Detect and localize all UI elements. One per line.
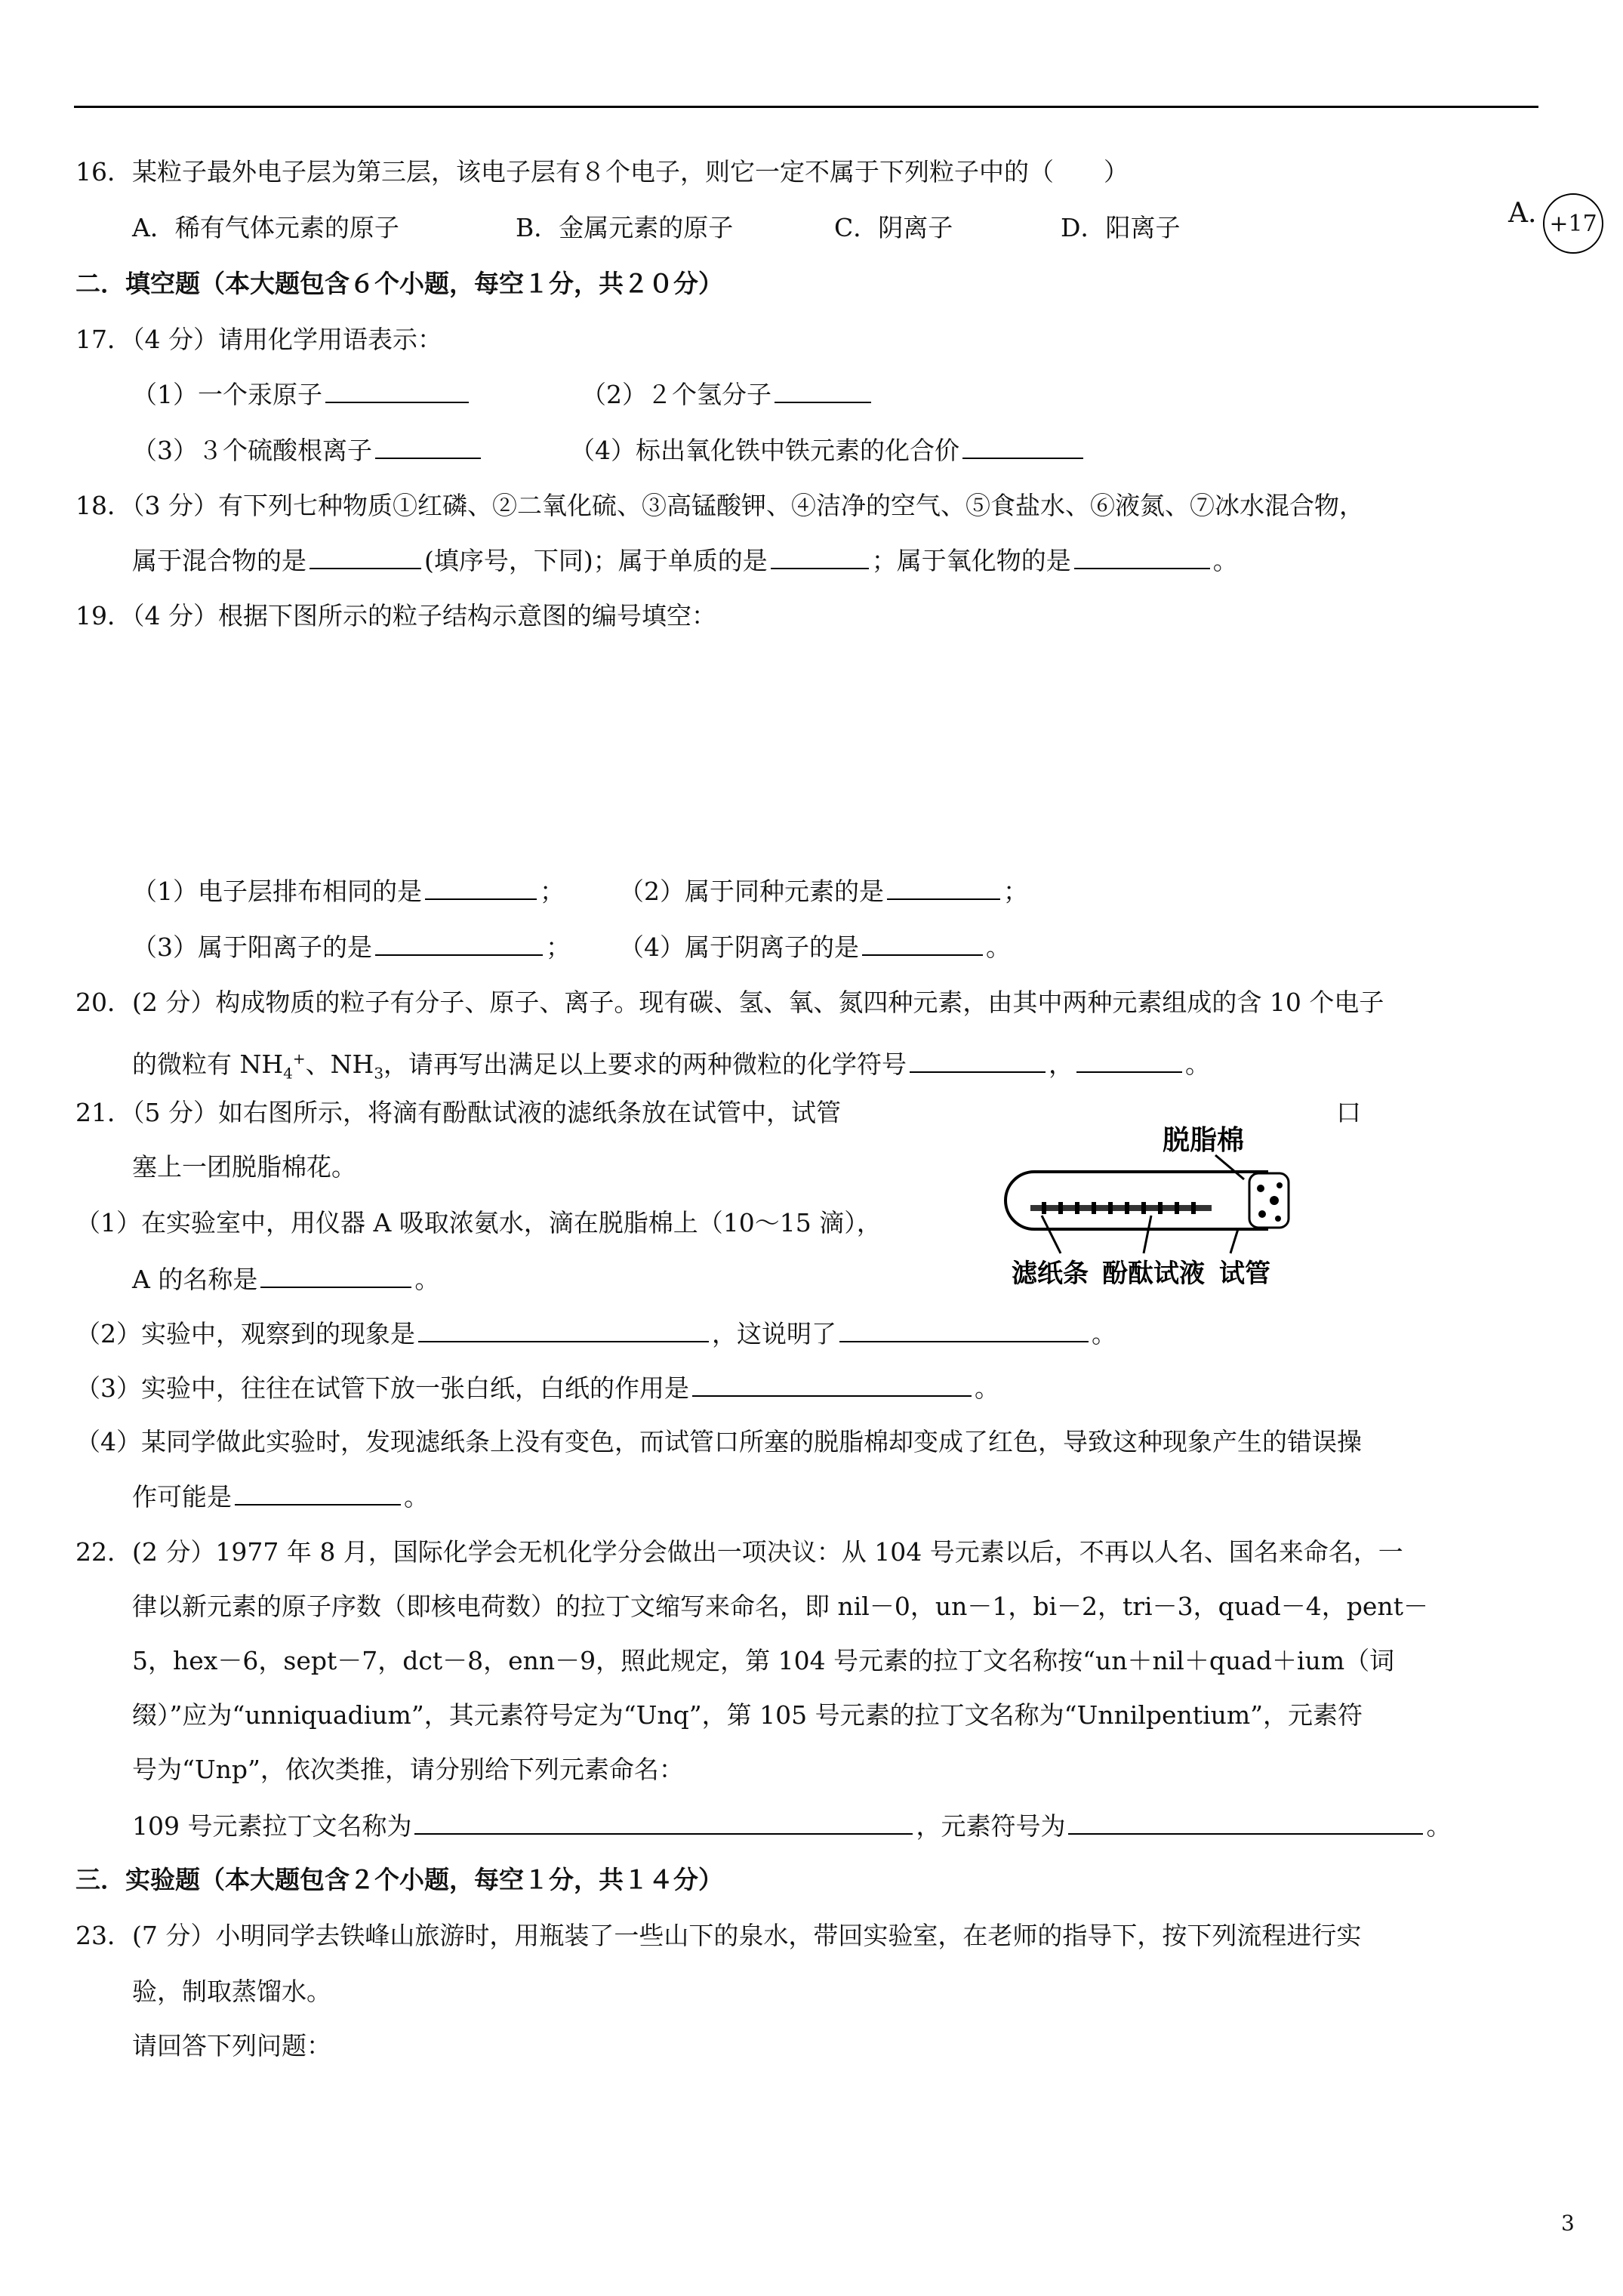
q20-comma: ，	[1049, 1049, 1074, 1079]
q19-part1-blank[interactable]	[425, 876, 537, 900]
q18-element-label: (填序号，下同)；属于单质的是	[424, 546, 768, 575]
q17-part2-blank[interactable]	[775, 379, 871, 403]
q21-part4-period: 。	[404, 1482, 429, 1512]
q20-blank-1[interactable]	[910, 1049, 1046, 1073]
q21-part4-label: 作可能是	[132, 1482, 232, 1512]
q21-line1: 21．（5 分）如右图所示，将滴有酚酞试液的滤纸条放在试管中，试管	[75, 1098, 841, 1127]
q16-option-c: C．阴离子	[834, 213, 953, 242]
q21-part2-blank-1[interactable]	[418, 1318, 709, 1342]
q19-part2-blank[interactable]	[887, 876, 1000, 900]
q17-part2-label: （2）２个氢分子	[581, 380, 771, 409]
q18-mixture-blank[interactable]	[310, 545, 421, 569]
q19-part3	[132, 932, 571, 963]
q20-line2	[132, 1043, 1210, 1089]
q20-line1: 20．(2 分）构成物质的粒子有分子、原子、离子。现有碳、氢、氧、氮四种元素，由其中两种元素组成的含 10 个电子	[75, 988, 1384, 1017]
q22-line3: 5，hex－6，sept－7，dct－8，enn－9，照此规定，第 104 号元素的拉丁文名称按“un＋nil＋quad＋ium（词	[132, 1646, 1395, 1675]
page-number: 3	[1561, 2211, 1575, 2236]
q21-part2-label-b: ，这说明了	[712, 1319, 836, 1348]
header-rule	[74, 106, 1538, 108]
q22-line5: 号为“Unp”，依次类推，请分别给下列元素命名：	[132, 1755, 684, 1784]
q21-part2-label: （2）实验中，观察到的现象是	[75, 1319, 415, 1348]
q21-part1-line2	[132, 1264, 439, 1295]
q22-line1: 22．(2 分）1977 年 8 月，国际化学会无机化学分会做出一项决议：从 104 号元素以后，不再以人名、国名来命名，一	[75, 1537, 1403, 1567]
q18-oxide-label: ；属于氧化物的是	[871, 546, 1071, 575]
q20-nh4-charge: +	[292, 1049, 306, 1068]
q22-symbol-label: ，元素符号为	[916, 1811, 1066, 1841]
test-tube-label: 试管	[1219, 1259, 1270, 1288]
phenolphthalein-label: 酚酞试液	[1102, 1259, 1205, 1288]
test-tube-figure	[989, 1117, 1306, 1299]
q19-part2	[619, 876, 1028, 907]
q19-part3-semicolon: ；	[546, 932, 571, 962]
q16-option-b: B．金属元素的原子	[516, 213, 734, 242]
q22-line2: 律以新元素的原子序数（即核电荷数）的拉丁文缩写来命名，即 nil－0，un－1，bi－2，tri－3，quad－4，pent－	[132, 1592, 1428, 1621]
q22-symbol-blank[interactable]	[1068, 1811, 1423, 1835]
q21-part3-label: （3）实验中，往往在试管下放一张白纸，白纸的作用是	[75, 1373, 689, 1403]
q17-stem: 17．（4 分）请用化学用语表示：	[75, 325, 442, 354]
q17-part3-blank[interactable]	[375, 435, 481, 459]
q19-part3-label: （3）属于阳离子的是	[132, 932, 372, 962]
q19-part1-label: （1）电子层排布相同的是	[132, 877, 422, 906]
q21-part2-blank-2[interactable]	[839, 1318, 1089, 1342]
q22-name-blank[interactable]	[414, 1811, 913, 1835]
q17-part1-blank[interactable]	[325, 379, 469, 403]
q18-line1: 18．（3 分）有下列七种物质①红磷、②二氧化硫、③高锰酸钾、④洁净的空气、⑤食盐水、⑥液氮、⑦冰水混合物，	[75, 491, 1364, 520]
nucleus-charge-circle	[1543, 193, 1603, 254]
atom-diagram-label: A.	[1508, 198, 1537, 229]
section-3-heading: 三．实验题（本大题包含２个小题，每空１分，共１４分）	[75, 1865, 723, 1894]
q17-part1-label: （1）一个汞原子	[132, 380, 322, 409]
q20-nh3-subscript: 3	[374, 1064, 384, 1083]
q17-part3-label: （3）３个硫酸根离子	[132, 436, 372, 465]
q19-part4-label: （4）属于阴离子的是	[619, 932, 859, 962]
q21-part1-line1: （1）在实验室中，用仪器 A 吸取浓氨水，滴在脱脂棉上（10～15 滴），	[75, 1208, 882, 1237]
q19-part2-label: （2）属于同种元素的是	[619, 877, 884, 906]
q16-stem: 16．某粒子最外电子层为第三层，该电子层有８个电子，则它一定不属于下列粒子中的（ ）	[75, 157, 1129, 186]
q21-part2-period: 。	[1092, 1319, 1116, 1348]
q23-line2: 验，制取蒸馏水。	[132, 1977, 331, 2006]
q21-part3	[75, 1373, 999, 1404]
q21-part4-line2	[132, 1481, 429, 1512]
q16-option-d: D．阳离子	[1061, 213, 1181, 242]
q20-period: 。	[1185, 1049, 1211, 1079]
q18-element-blank[interactable]	[771, 545, 869, 569]
q21-part3-blank[interactable]	[692, 1373, 972, 1397]
q22-line4: 缀）”应为“unniquadium”，其元素符号定为“Unq”，第 105 号元素的拉丁文名称为“Unnilpentium”，元素符	[132, 1700, 1363, 1730]
q23-line3: 请回答下列问题：	[132, 2031, 331, 2060]
q20-text-b: 、NH	[305, 1049, 374, 1079]
q19-part4-blank[interactable]	[862, 932, 983, 956]
q21-part4-line1: （4）某同学做此实验时，发现滤纸条上没有变色，而试管口所塞的脱脂棉却变成了红色，导致这种现象产生的错误操	[75, 1427, 1362, 1456]
q20-blank-2[interactable]	[1076, 1049, 1182, 1073]
cotton-label: 脱脂棉	[1163, 1124, 1245, 1155]
q20-text-c: ，请再写出满足以上要求的两种微粒的化学符号	[383, 1049, 907, 1079]
q21-line1-tail: 口	[1336, 1098, 1361, 1127]
q22-period: 。	[1426, 1811, 1452, 1841]
q17-part4-blank[interactable]	[962, 435, 1083, 459]
q17-part2	[581, 379, 874, 410]
q17-part1	[132, 379, 472, 410]
q17-part3	[132, 435, 484, 466]
q22-name-label: 109 号元素拉丁文名称为	[132, 1811, 412, 1841]
q22-line6	[132, 1811, 1451, 1841]
q17-part4	[570, 435, 1086, 466]
q19-part1	[132, 876, 565, 907]
q21-part3-period: 。	[975, 1373, 999, 1403]
q19-part4	[619, 932, 1011, 963]
q21-part4-blank[interactable]	[235, 1481, 401, 1505]
q18-line2	[132, 545, 1238, 576]
q23-line1: 23．(7 分）小明同学去铁峰山旅游时，用瓶装了一些山下的泉水，带回实验室，在老师的指导下，按下列流程进行实	[75, 1921, 1362, 1950]
q21-part2	[75, 1318, 1116, 1349]
q18-oxide-blank[interactable]	[1074, 545, 1210, 569]
q18-mixture-label: 属于混合物的是	[132, 546, 306, 575]
q17-part4-label: （4）标出氧化铁中铁元素的化合价	[570, 436, 959, 465]
q19-part2-semicolon: ；	[1003, 877, 1028, 906]
q19-period: 。	[986, 932, 1011, 962]
q19-part1-semicolon: ；	[540, 877, 565, 906]
section-2-heading: 二．填空题（本大题包含６个小题，每空１分，共２０分）	[75, 269, 723, 298]
q21-part1-blank[interactable]	[260, 1264, 411, 1288]
q20-nh4-subscript: 4	[283, 1064, 293, 1083]
q18-period: 。	[1212, 546, 1238, 575]
q21-part1-label: A 的名称是	[132, 1265, 258, 1294]
q16-option-a: A．稀有气体元素的原子	[132, 213, 399, 242]
filter-paper-strip	[1030, 1205, 1212, 1211]
cotton-plug	[1249, 1173, 1289, 1228]
q21-line2: 塞上一团脱脂棉花。	[132, 1152, 356, 1182]
q21-part1-period: 。	[414, 1265, 440, 1294]
nucleus-charge: +17	[1549, 210, 1597, 237]
filter-paper-label: 滤纸条	[1012, 1259, 1089, 1288]
cotton-pointer	[1215, 1155, 1244, 1179]
q19-stem: 19．（4 分）根据下图所示的粒子结构示意图的编号填空：	[75, 601, 716, 630]
q20-text-a: 的微粒有 NH	[132, 1049, 284, 1079]
q19-part3-blank[interactable]	[375, 932, 543, 956]
